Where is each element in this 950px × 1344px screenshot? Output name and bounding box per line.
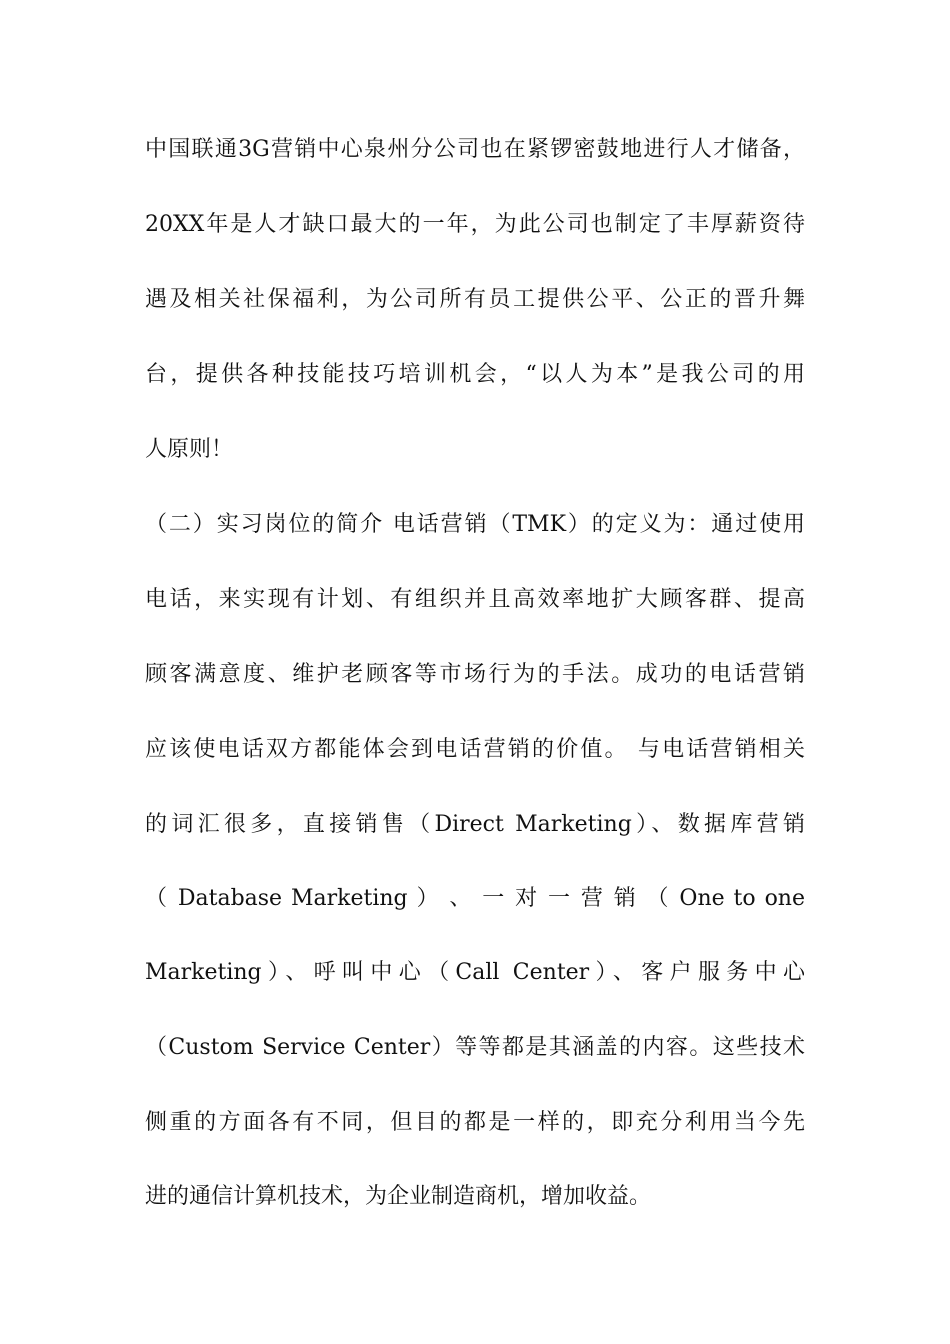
paragraph-line: 遇及相关社保福利，为公司所有员工提供公平、公正的晋升舞	[145, 287, 805, 312]
paragraph-line: （ Database Marketing ） 、 一 对 一 营 销 （ One to one	[145, 886, 805, 911]
paragraph-line: （二）实习岗位的简介 电话营销（TMK）的定义为：通过使用	[145, 512, 805, 537]
paragraph-line: 的词汇很多，直接销售（Direct Marketing）、数据库营销	[145, 812, 805, 837]
paragraph-line: 进的通信计算机技术，为企业制造商机，增加收益。	[145, 1184, 652, 1209]
paragraph-line: 电话，来实现有计划、有组织并且高效率地扩大顾客群、提高	[145, 587, 805, 612]
paragraph-line: 顾客满意度、维护老顾客等市场行为的手法。成功的电话营销	[145, 662, 805, 687]
paragraph-line: 中国联通3G营销中心泉州分公司也在紧锣密鼓地进行人才储备，	[145, 137, 805, 162]
paragraph-line: Marketing）、呼叫中心（Call Center）、客户服务中心	[145, 960, 805, 985]
paragraph-line: 人原则！	[145, 437, 234, 462]
paragraph-line: 20XX年是人才缺口最大的一年，为此公司也制定了丰厚薪资待	[145, 212, 805, 237]
paragraph-line: 台，提供各种技能技巧培训机会，“以人为本”是我公司的用	[145, 362, 805, 387]
paragraph-line: 应该使电话双方都能体会到电话营销的价值。 与电话营销相关	[145, 737, 805, 762]
paragraph-line: （Custom Service Center）等等都是其涵盖的内容。这些技术	[145, 1035, 805, 1060]
paragraph-line: 侧重的方面各有不同，但目的都是一样的，即充分利用当今先	[145, 1110, 805, 1135]
